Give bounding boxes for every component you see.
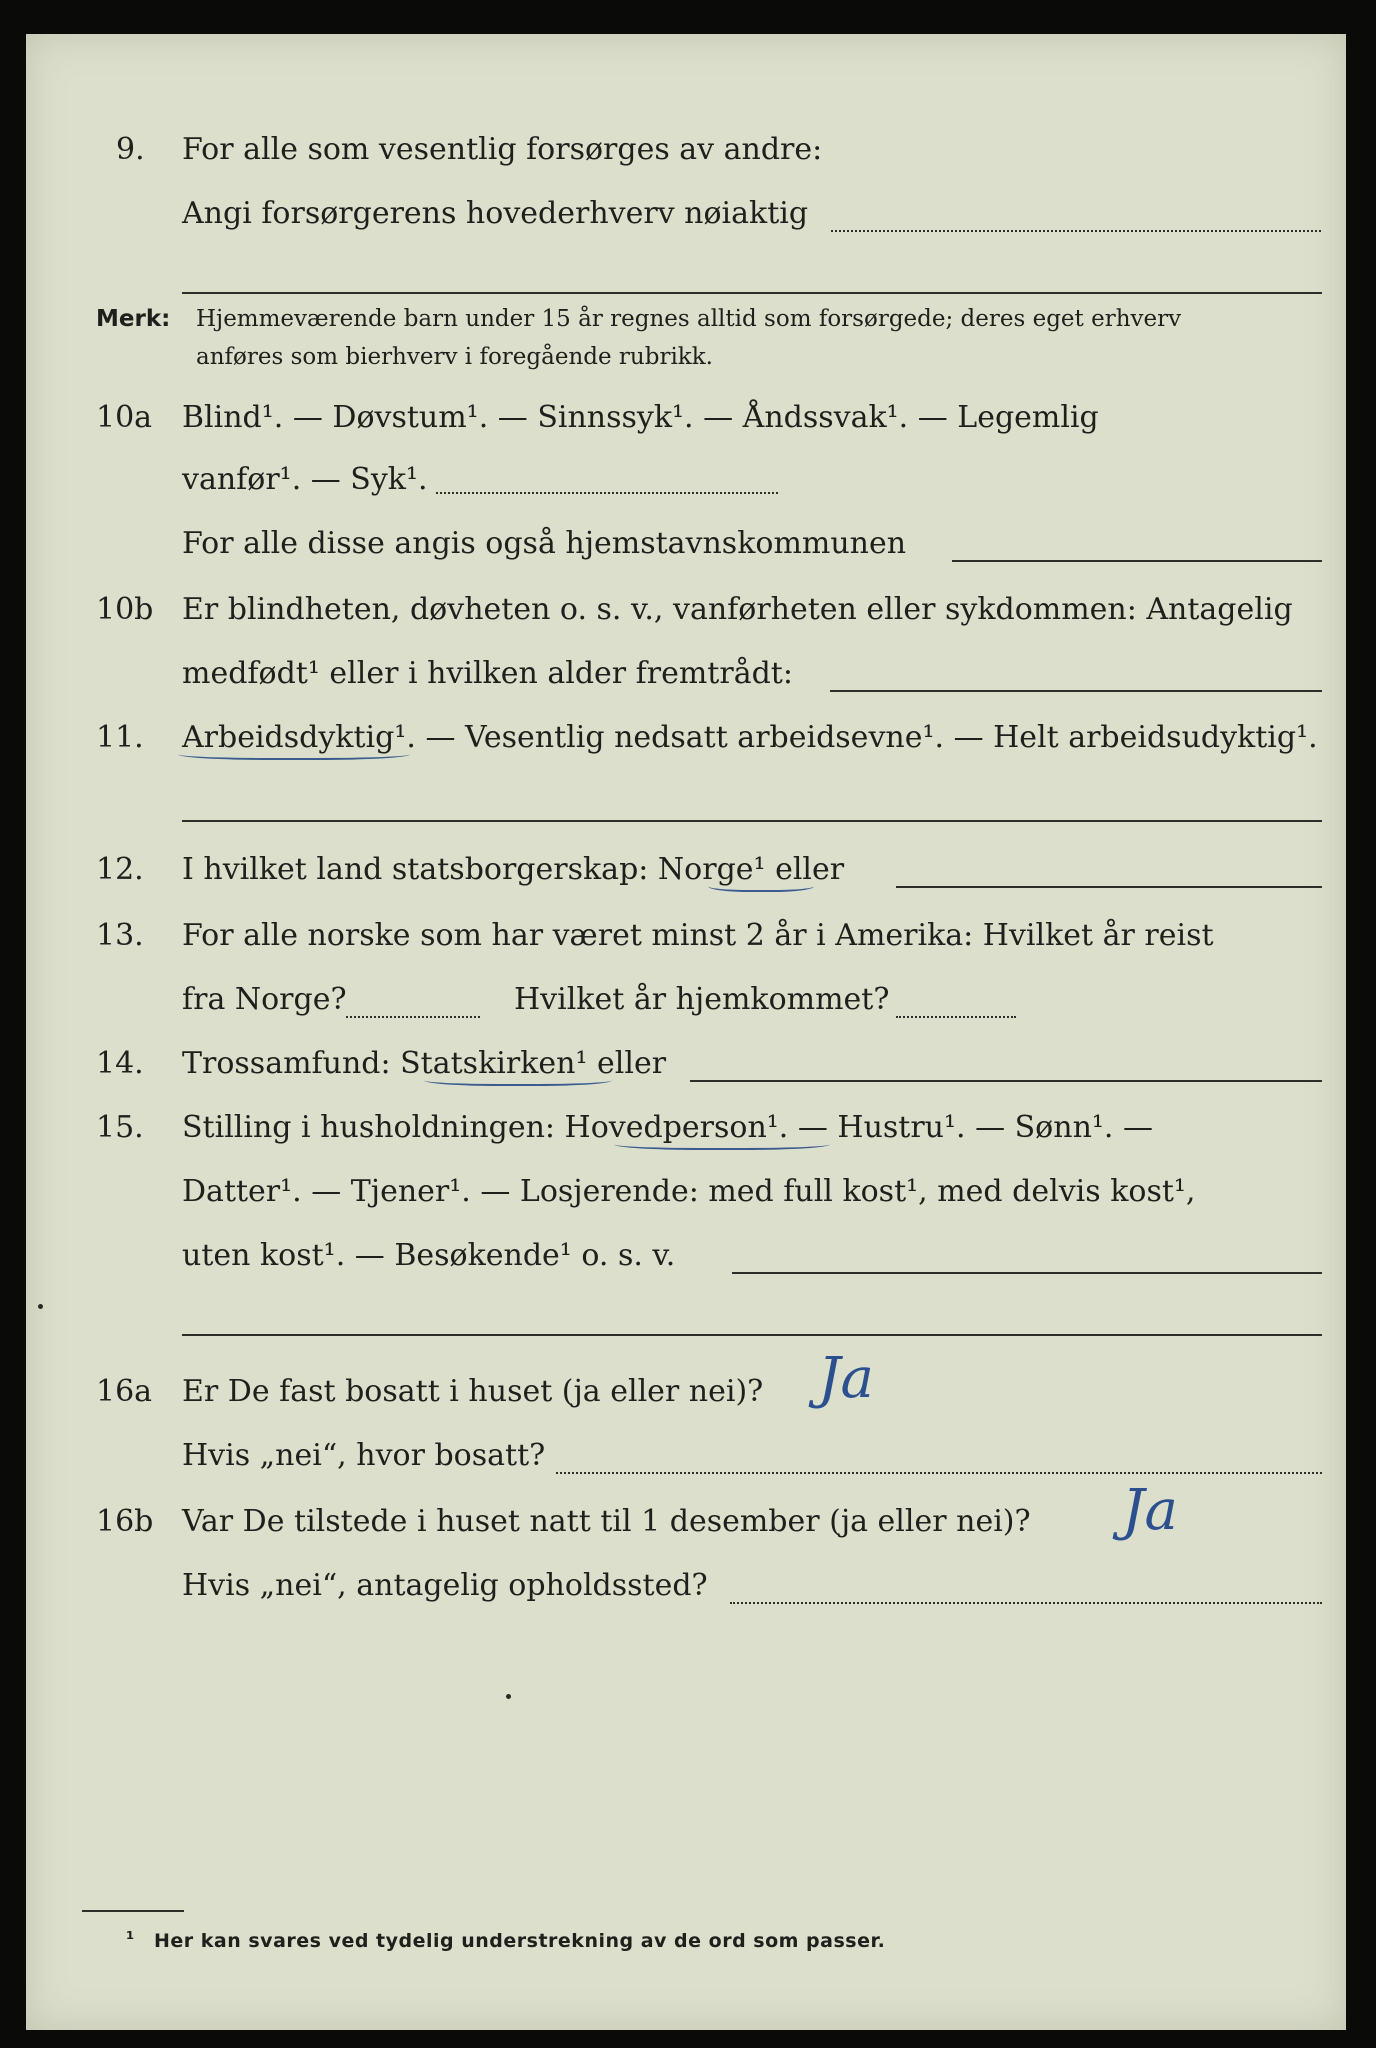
q15-pen-underline: [614, 1136, 830, 1150]
q9-number: 9.: [116, 132, 145, 167]
ink-speck: [506, 1694, 511, 1699]
q9-answer-line[interactable]: [831, 230, 1321, 232]
q14-line1: Trossamfund: Statskirken¹ eller: [182, 1046, 667, 1081]
q10a-line1: Blind¹. — Døvstum¹. — Sinnssyk¹. — Åndssvak¹. — Legemlig: [182, 400, 1099, 435]
footnote-text: Her kan svares ved tydelig understrekning av de ord som passer.: [154, 1930, 886, 1952]
q16b-line2: Hvis „nei“, antagelig opholdssted?: [182, 1568, 708, 1603]
q11-number: 11.: [96, 720, 144, 755]
q11-answer-line[interactable]: [182, 820, 1322, 822]
q12-pen-underline: [708, 878, 814, 892]
q13-line1: For alle norske som har været minst 2 år i Amerika: Hvilket år reist: [182, 918, 1214, 953]
q16a-line2: Hvis „nei“, hvor bosatt?: [182, 1438, 546, 1473]
merk-line1: Hjemmeværende barn under 15 år regnes alltid som forsørgede; deres eget erhverv: [196, 306, 1182, 332]
q10a-line2: vanfør¹. — Syk¹.: [182, 462, 428, 497]
q12-number: 12.: [96, 852, 144, 887]
q12-line1: I hvilket land statsborgerskap: Norge¹ eller: [182, 852, 845, 887]
q16a-number: 16a: [96, 1374, 153, 1409]
q10a-syk-line[interactable]: [436, 492, 778, 494]
q9-line1: For alle som vesentlig forsørges av andre:: [182, 132, 823, 167]
footnote-rule: [82, 1910, 184, 1912]
q11-line1: Arbeidsdyktig¹. — Vesentlig nedsatt arbeidsevne¹. — Helt arbeidsudyktig¹.: [182, 720, 1318, 755]
q14-number: 14.: [96, 1046, 144, 1081]
q15-number: 15.: [96, 1110, 144, 1145]
q15-line2: Datter¹. — Tjener¹. — Losjerende: med full kost¹, med delvis kost¹,: [182, 1174, 1196, 1209]
q10b-answer-line[interactable]: [830, 690, 1322, 692]
q16b-opholdssted-line[interactable]: [730, 1602, 1322, 1604]
q13-reist-line[interactable]: [346, 1016, 480, 1018]
q13-hjemkommet-line[interactable]: [896, 1016, 1016, 1018]
q14-pen-underline: [424, 1072, 612, 1086]
q16b-handwritten-answer: Ja: [1122, 1478, 1178, 1543]
q13-line2a: fra Norge?: [182, 982, 347, 1017]
footnote-mark: ¹: [126, 1928, 135, 1950]
q16b-line1: Var De tilstede i huset natt til 1 desember (ja eller nei)?: [182, 1504, 1031, 1539]
q9-answer-line-2[interactable]: [182, 292, 1322, 294]
ink-speck: [38, 1304, 43, 1309]
q10a-number: 10a: [96, 400, 153, 435]
q15-line3: uten kost¹. — Besøkende¹ o. s. v.: [182, 1238, 676, 1273]
q13-number: 13.: [96, 918, 144, 953]
q16b-number: 16b: [96, 1504, 154, 1539]
q16a-bosatt-line[interactable]: [556, 1472, 1322, 1474]
q16a-handwritten-answer: Ja: [818, 1346, 874, 1411]
q12-answer-line[interactable]: [896, 886, 1322, 888]
q10b-line1: Er blindheten, døvheten o. s. v., vanførheten eller sykdommen: Antagelig: [182, 592, 1293, 627]
q14-answer-line[interactable]: [690, 1080, 1322, 1082]
q15-answer-line-2[interactable]: [182, 1334, 1322, 1336]
q10a-line3: For alle disse angis også hjemstavnskommunen: [182, 526, 907, 561]
q16a-line1: Er De fast bosatt i huset (ja eller nei)?: [182, 1374, 764, 1409]
q15-line1: Stilling i husholdningen: Hovedperson¹. — Hustru¹. — Sønn¹. —: [182, 1110, 1153, 1145]
q15-answer-line[interactable]: [732, 1272, 1322, 1274]
q10b-number: 10b: [96, 592, 154, 627]
q10a-kommune-line[interactable]: [952, 560, 1322, 562]
q9-line2: Angi forsørgerens hovederhverv nøiaktig: [182, 196, 809, 231]
merk-line2: anføres som bierhverv i foregående rubrikk.: [196, 344, 713, 370]
merk-label: Merk:: [96, 306, 171, 332]
q11-pen-underline: [178, 746, 410, 760]
q13-line2b: Hvilket år hjemkommet?: [514, 982, 890, 1017]
q10b-line2: medfødt¹ eller i hvilken alder fremtrådt:: [182, 656, 793, 691]
census-form-page: [26, 34, 1346, 2030]
